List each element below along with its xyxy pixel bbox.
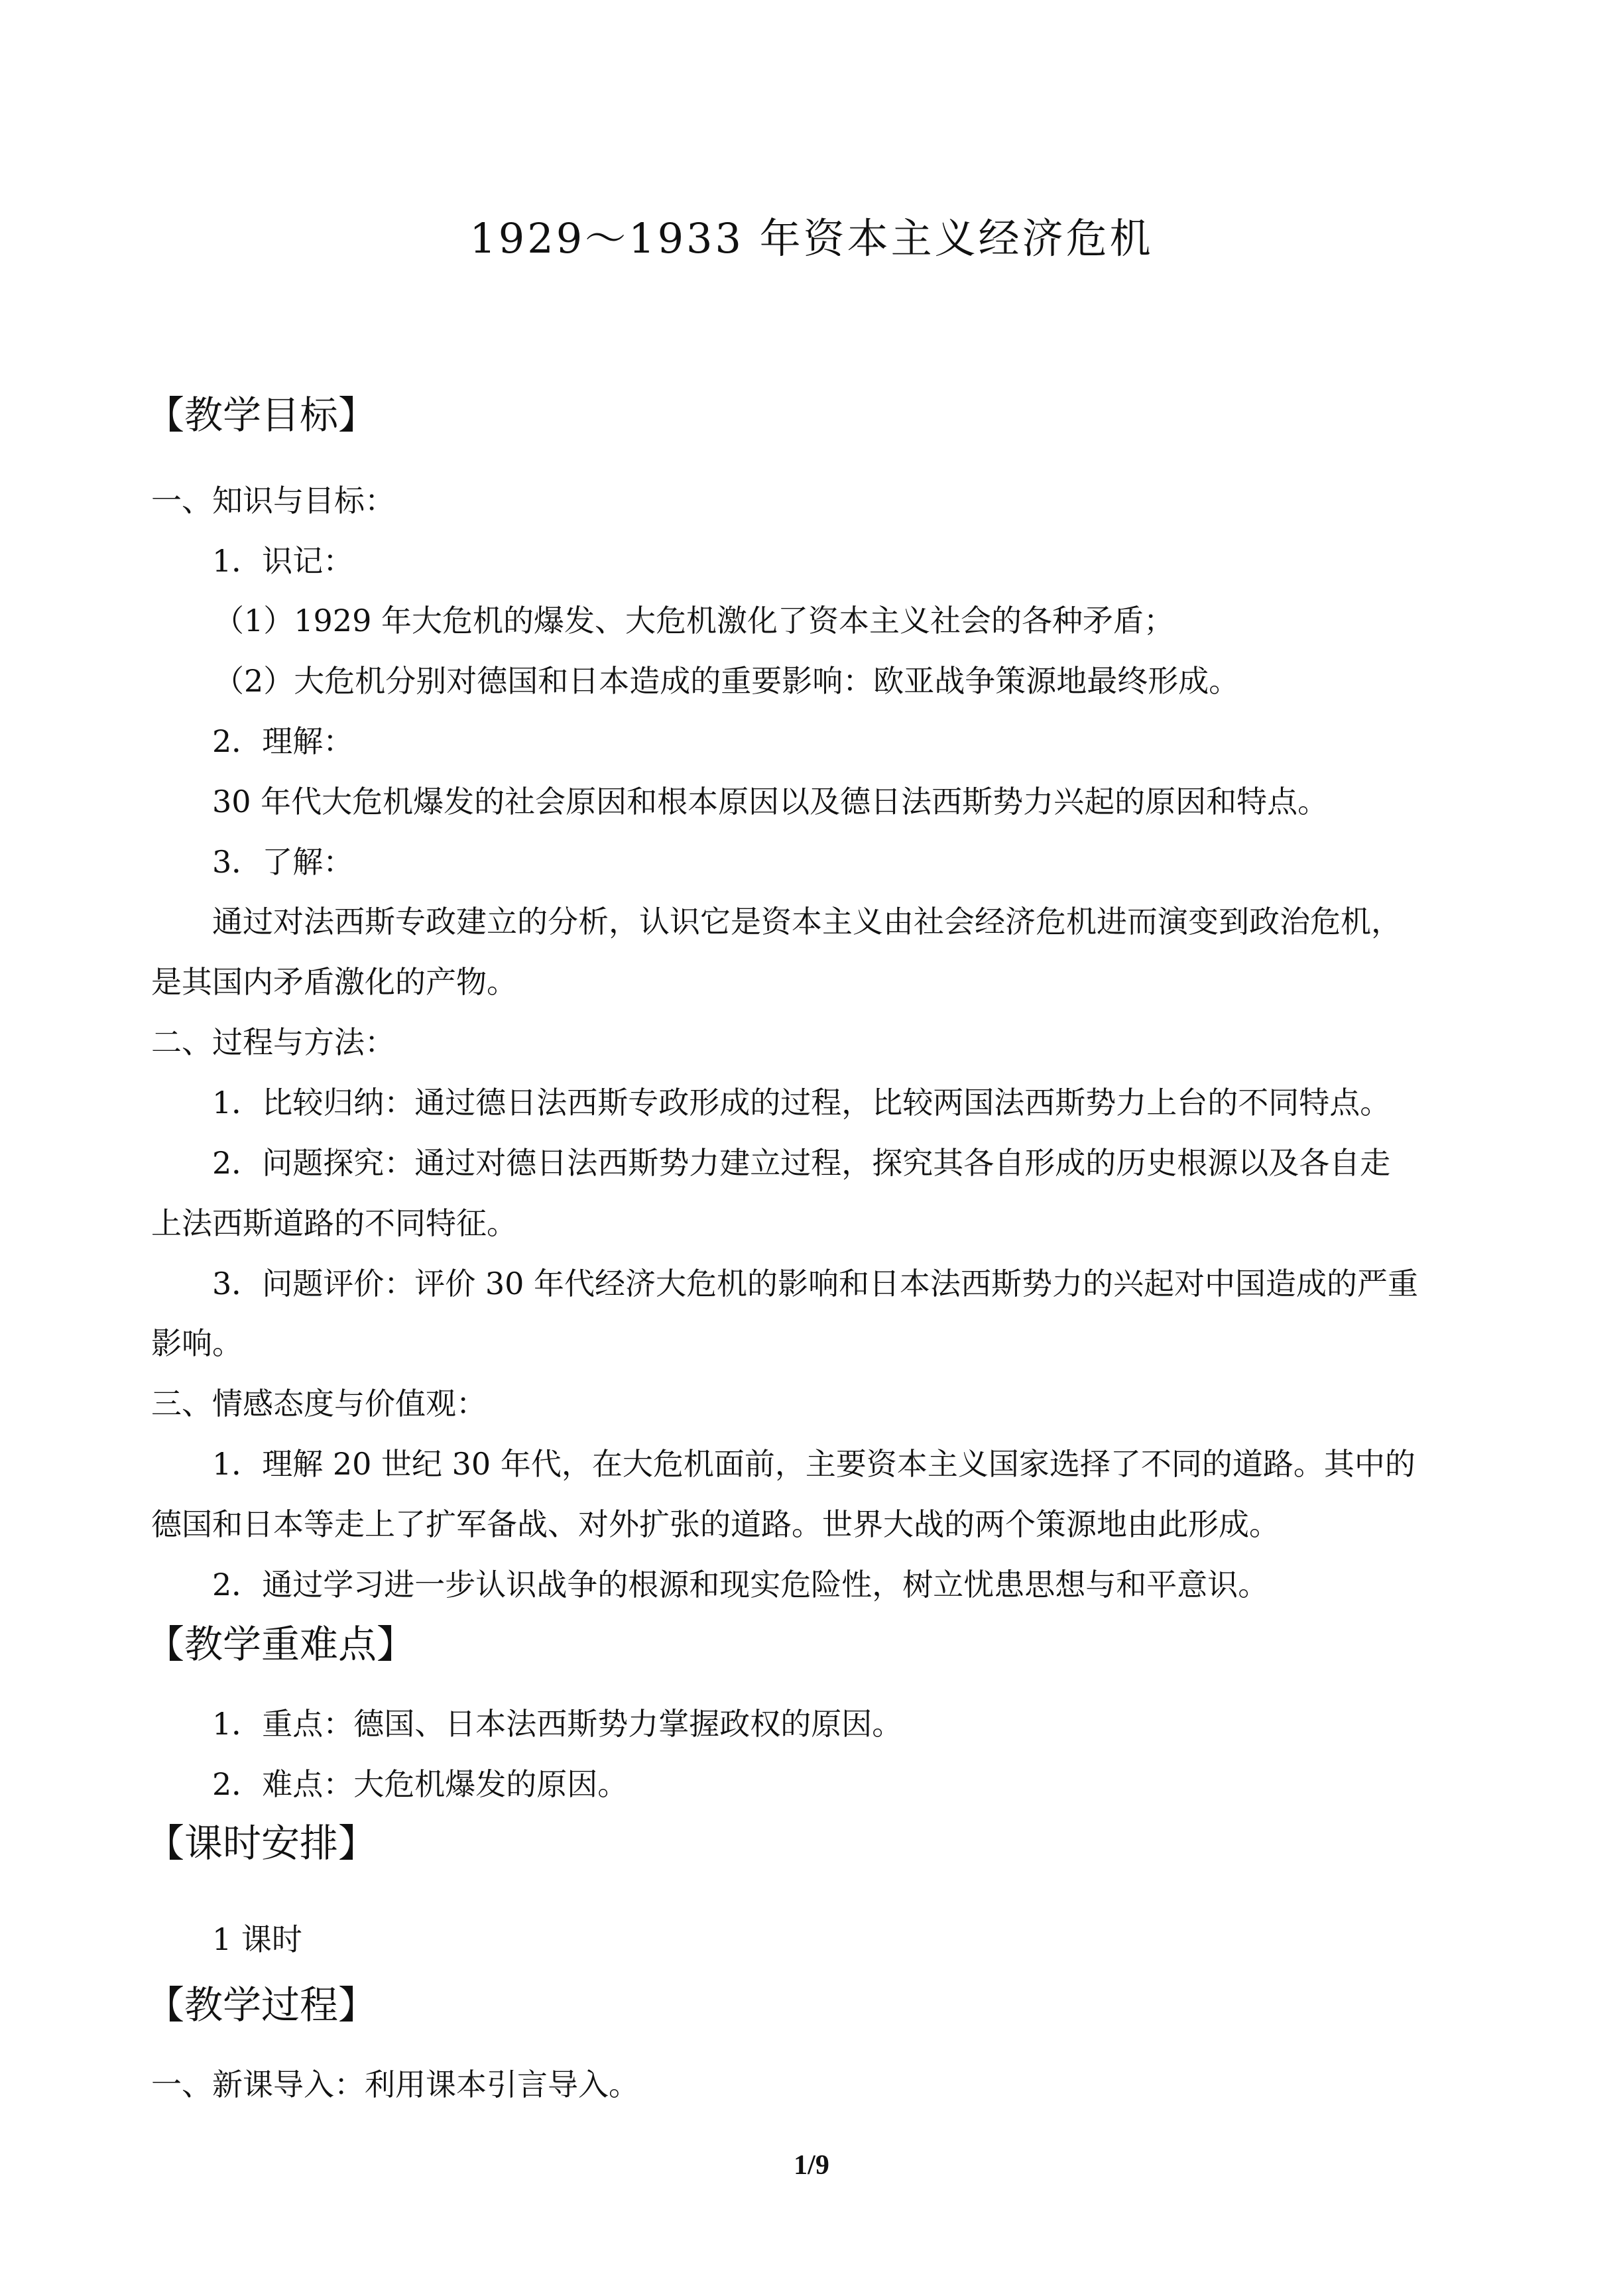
values-item-1-line-2: 德国和日本等走上了扩军备战、对外扩张的道路。世界大战的两个策源地由此形成。 [151,1506,1280,1542]
knowledge-item-1-label: 1．识记： [212,543,354,579]
process-item-2-line-2: 上法西斯道路的不同特征。 [151,1205,517,1241]
knowledge-item-2-label: 2．理解： [212,723,354,759]
process-item-1: 1．比较归纳：通过德日法西斯专政形成的过程，比较两国法西斯势力上台的不同特点。 [212,1085,1391,1120]
section-heading-objectives: 【教学目标】 [146,393,377,438]
values-item-2: 2．通过学习进一步认识战争的根源和现实危险性，树立忧患思想与和平意识。 [212,1567,1269,1602]
values-item-1-line-1: 1．理解 20 世纪 30 年代，在大危机面前，主要资本主义国家选择了不同的道路。其中的 [212,1446,1415,1482]
values-title: 三、情感态度与价值观： [151,1386,487,1421]
process-intro: 一、新课导入：利用课本引言导入。 [151,2067,639,2102]
knowledge-item-3-text-line-2: 是其国内矛盾激化的产物。 [151,964,517,1000]
section-heading-key-points: 【教学重难点】 [146,1622,416,1667]
knowledge-title: 一、知识与目标： [151,483,395,518]
knowledge-item-2-text: 30 年代大危机爆发的社会原因和根本原因以及德日法西斯势力兴起的原因和特点。 [212,784,1329,819]
process-title: 二、过程与方法： [151,1024,395,1060]
key-point-2: 2．难点：大危机爆发的原因。 [212,1766,629,1802]
process-item-3-line-2: 影响。 [151,1325,243,1361]
page-number: 1/9 [794,2150,829,2181]
key-point-1: 1．重点：德国、日本法西斯势力掌握政权的原因。 [212,1706,903,1742]
knowledge-item-3-text-line-1: 通过对法西斯专政建立的分析，认识它是资本主义由社会经济危机进而演变到政治危机， [212,904,1402,939]
document-title: 1929～1933 年资本主义经济危机 [469,214,1154,263]
schedule-text: 1 课时 [212,1921,302,1957]
knowledge-item-1-sub-1: （1）1929 年大危机的爆发、大危机激化了资本主义社会的各种矛盾； [213,603,1174,638]
knowledge-item-1-sub-2: （2）大危机分别对德国和日本造成的重要影响：欧亚战争策源地最终形成。 [213,663,1240,699]
process-item-2-line-1: 2．问题探究：通过对德日法西斯势力建立过程，探究其各自形成的历史根源以及各自走 [212,1145,1391,1181]
knowledge-item-3-label: 3．了解： [212,844,354,880]
section-heading-schedule: 【课时安排】 [146,1821,377,1866]
process-item-3-line-1: 3．问题评价：评价 30 年代经济大危机的影响和日本法西斯势力的兴起对中国造成的严重 [212,1266,1419,1301]
section-heading-process: 【教学过程】 [146,1982,377,2027]
